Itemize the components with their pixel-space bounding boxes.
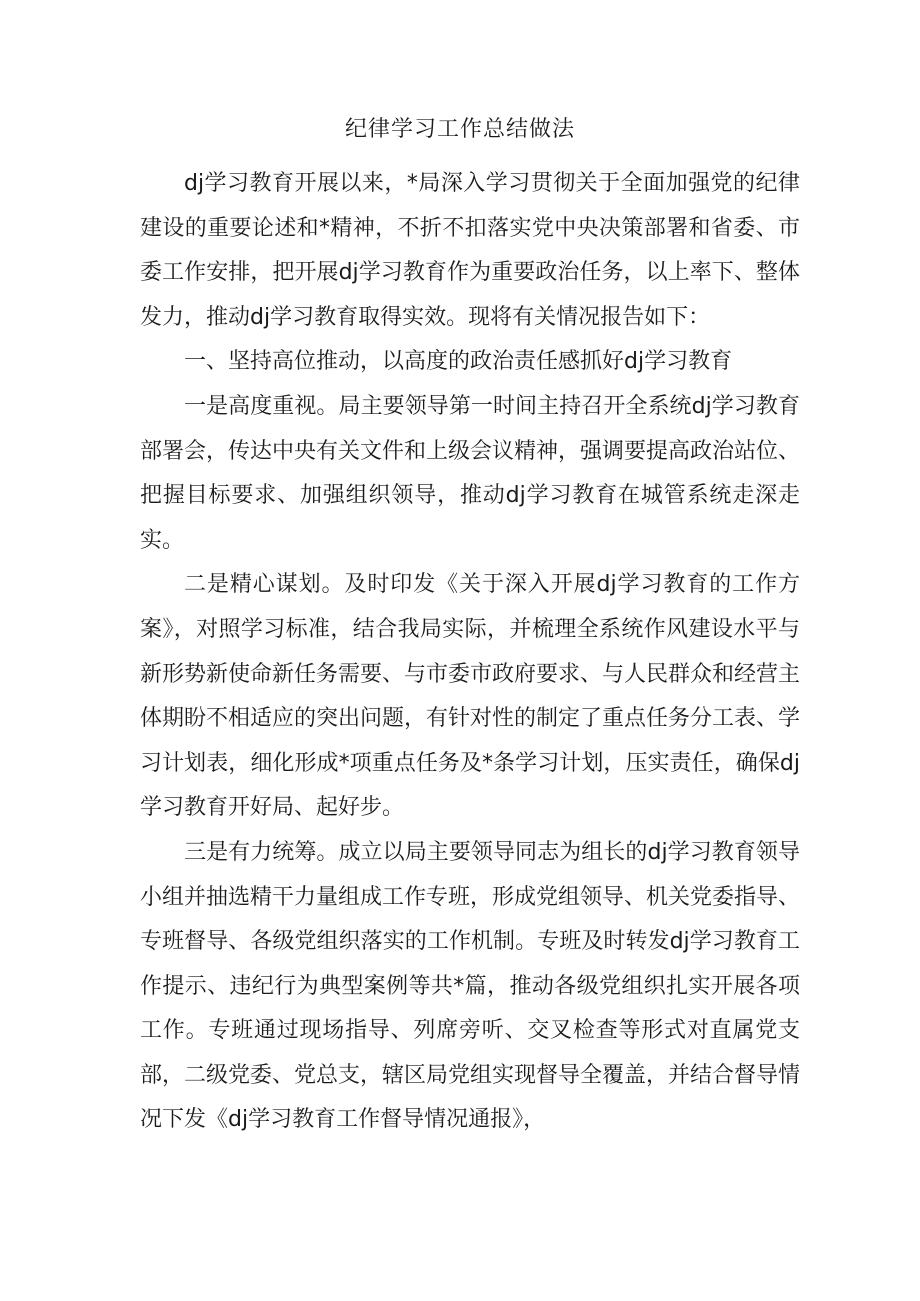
section-heading-1: 一、坚持高位推动，以高度的政治责任感抓好dj学习教育: [184, 349, 733, 375]
paragraph-coordination: 三是有力统筹。成立以局主要领导同志为组长的dj学习教育领导小组并抽选精干力量组成工作专班，形成党组领导、机关党委指导、专班督导、各级党组织落实的工作机制。专班及时转发dj学习教育工作提示、违纪行为典型案例等共*篇，推动各级党组织扎实开展各项工作。专班通过现场指导、列席旁听、交叉检查等形式对直属党支部，二级党委、党总支，辖区局党组实现督导全覆盖，并结合督导情况下发《dj学习教育工作督导情况通报》，: [140, 839, 801, 1133]
paragraph-high-attention: 一是高度重视。局主要领导第一时间主持召开全系统dj学习教育部署会，传达中央有关文件和上级会议精神，强调要提高政治站位、把握目标要求、加强组织领导，推动dj学习教育在城管系统走深走实。: [140, 393, 801, 553]
document-title: 纪律学习工作总结做法: [344, 117, 575, 142]
document-body: [140, 162, 800, 1143]
paragraph-careful-planning: 二是精心谋划。及时印发《关于深入开展dj学习教育的工作方案》，对照学习标准，结合我局实际，并梳理全系统作风建设水平与新形势新使命新任务需要、与市委市政府要求、与人民群众和经营主体期盼不相适应的突出问题，有针对性的制定了重点任务分工表、学习计划表，细化形成*项重点任务及*条学习计划，压实责任，确保dj学习教育开好局、起好步。: [140, 572, 801, 821]
intro-paragraph: dj学习教育开展以来，*局深入学习贯彻关于全面加强党的纪律建设的重要论述和*精神，不折不扣落实党中央决策部署和省委、市委工作安排，把开展dj学习教育作为重要政治任务，以上率下、整体发力，推动dj学习教育取得实效。现将有关情况报告如下：: [140, 171, 800, 330]
